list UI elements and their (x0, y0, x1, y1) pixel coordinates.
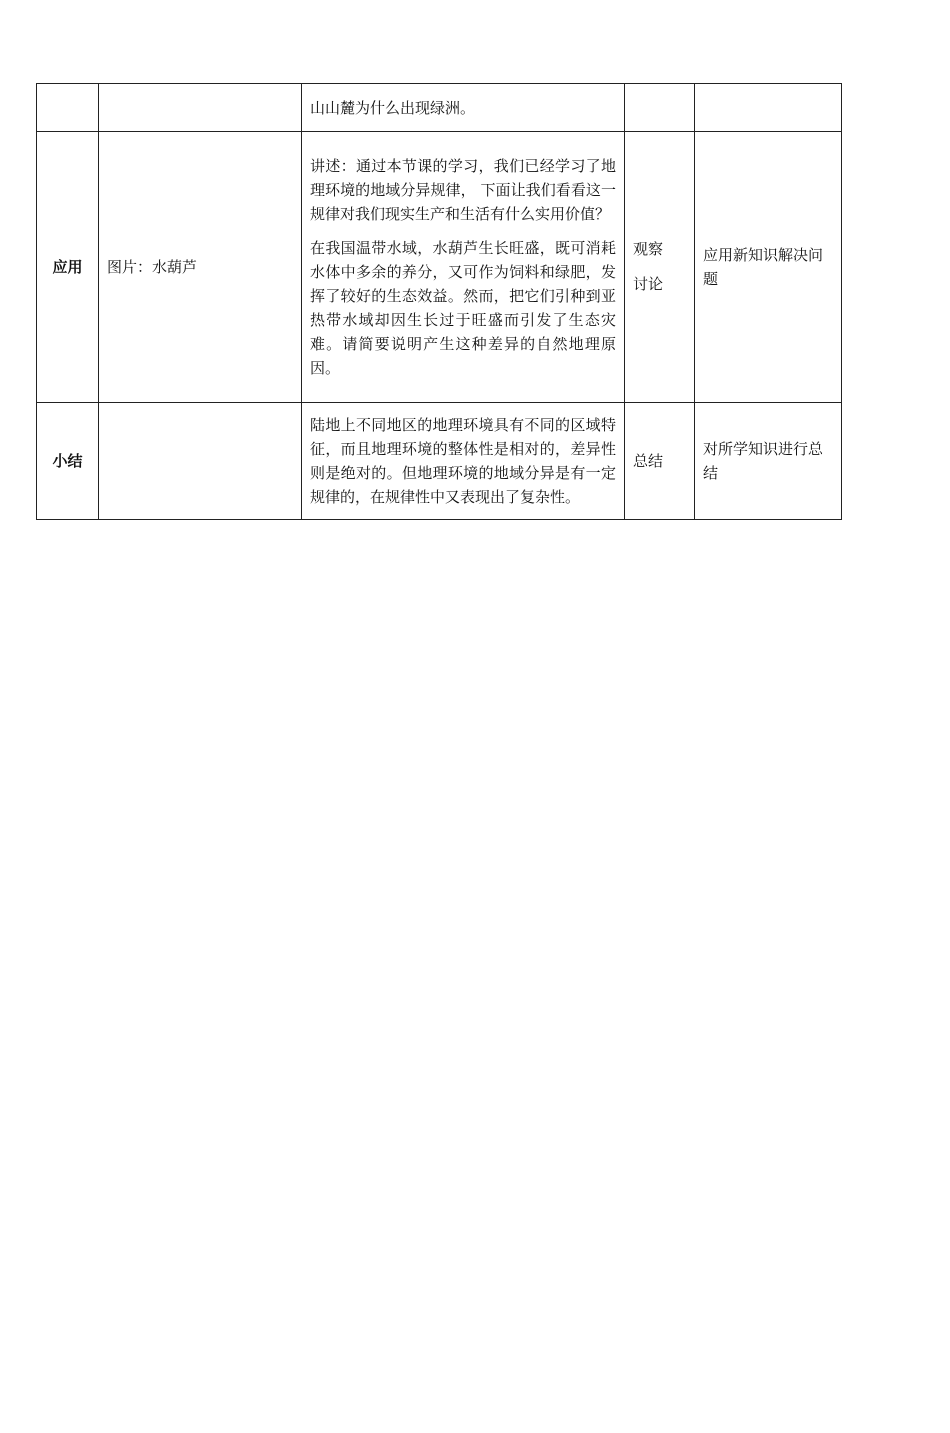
content-paragraph: 陆地上不同地区的地理环境具有不同的区域特征，而且地理环境的整体性是相对的，差异性则是绝对的。但地理环境的地域分异是有一定规律的，在规律性中又表现出了复杂性。 (310, 416, 616, 506)
stage-cell: 小结 (37, 403, 99, 520)
intent-cell: 应用新知识解决问题 (695, 132, 842, 403)
student-activity-cell (625, 84, 695, 132)
content-paragraph: 讲述：通过本节课的学习，我们已经学习了地理环境的地域分异规律， 下面让我们看看这一规律对我们现实生产和生活有什么实用价值？ (310, 157, 616, 223)
content-cell (302, 84, 625, 132)
media-cell (99, 403, 302, 520)
content-paragraph: 在我国温带水域，水葫芦生长旺盛，既可消耗水体中多余的养分，又可作为饲料和绿肥，发挥了较好的生态效益。然而，把它们引种到亚热带水域却因生长过于旺盛而引发了生态灾难。请简要说明产生这种差异的自然地理原因。 (310, 239, 616, 377)
student-activity-cell (625, 132, 695, 403)
activity-label: 观察 (633, 240, 664, 258)
content-cell (302, 403, 625, 520)
stage-cell: 应用 (37, 132, 99, 403)
content-cell (302, 132, 625, 403)
stage-cell (37, 84, 99, 132)
intent-cell: 对所学知识进行总结 (695, 403, 842, 520)
intent-cell (695, 84, 842, 132)
lesson-plan-table (36, 83, 842, 520)
student-activity-cell (625, 403, 695, 520)
table-row (37, 132, 842, 403)
media-cell: 图片：水葫芦 (99, 132, 302, 403)
table-row (37, 84, 842, 132)
media-cell (99, 84, 302, 132)
activity-label: 总结 (633, 452, 664, 470)
content-paragraph: 山山麓为什么出现绿洲。 (310, 98, 476, 117)
table-row (37, 403, 842, 520)
activity-label: 讨论 (633, 275, 664, 293)
